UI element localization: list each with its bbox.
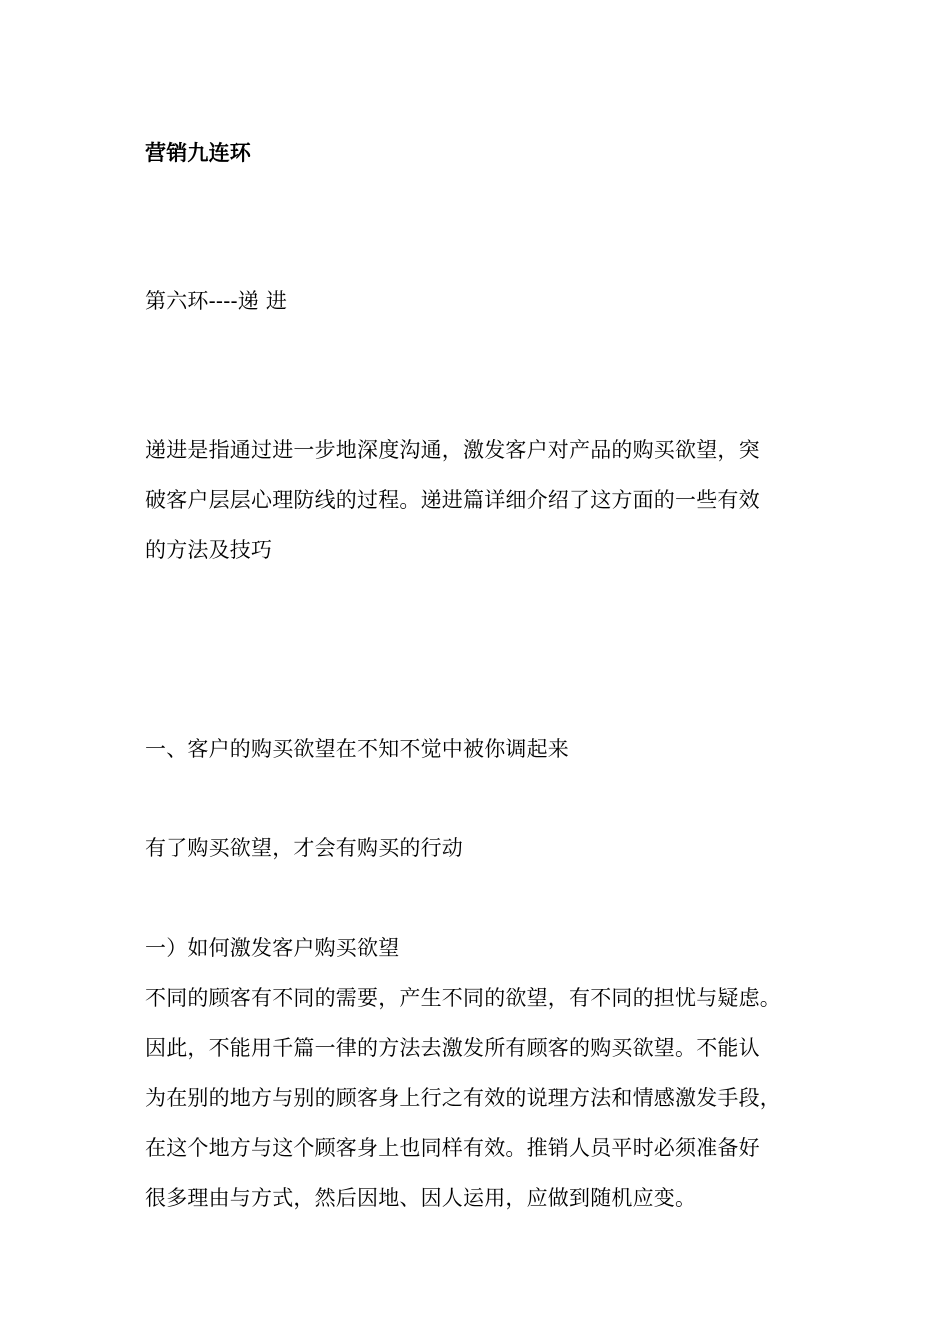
section-subheading: 有了购买欲望，才会有购买的行动 bbox=[145, 836, 463, 860]
section-heading: 一、客户的购买欲望在不知不觉中被你调起来 bbox=[145, 737, 569, 761]
body-line-2: 因此，不能用千篇一律的方法去激发所有顾客的购买欲望。不能认 bbox=[145, 1036, 760, 1060]
body-line-5: 很多理由与方式，然后因地、因人运用，应做到随机应变。 bbox=[145, 1186, 697, 1210]
document-title: 营销九连环 bbox=[145, 140, 251, 165]
subsection-heading: 一）如何激发客户购买欲望 bbox=[145, 936, 400, 960]
intro-line-3: 的方法及技巧 bbox=[145, 538, 273, 562]
body-line-1: 不同的顾客有不同的需要，产生不同的欲望，有不同的担忧与疑虑。 bbox=[145, 986, 781, 1010]
intro-line-2: 破客户层层心理防线的过程。递进篇详细介绍了这方面的一些有效 bbox=[145, 488, 760, 512]
body-line-4: 在这个地方与这个顾客身上也同样有效。推销人员平时必须准备好 bbox=[145, 1136, 760, 1160]
chapter-heading: 第六环----递 进 bbox=[145, 289, 288, 313]
intro-line-1: 递进是指通过进一步地深度沟通，激发客户对产品的购买欲望，突 bbox=[145, 438, 760, 462]
body-line-3: 为在别的地方与别的顾客身上行之有效的说理方法和情感激发手段， bbox=[145, 1086, 781, 1110]
